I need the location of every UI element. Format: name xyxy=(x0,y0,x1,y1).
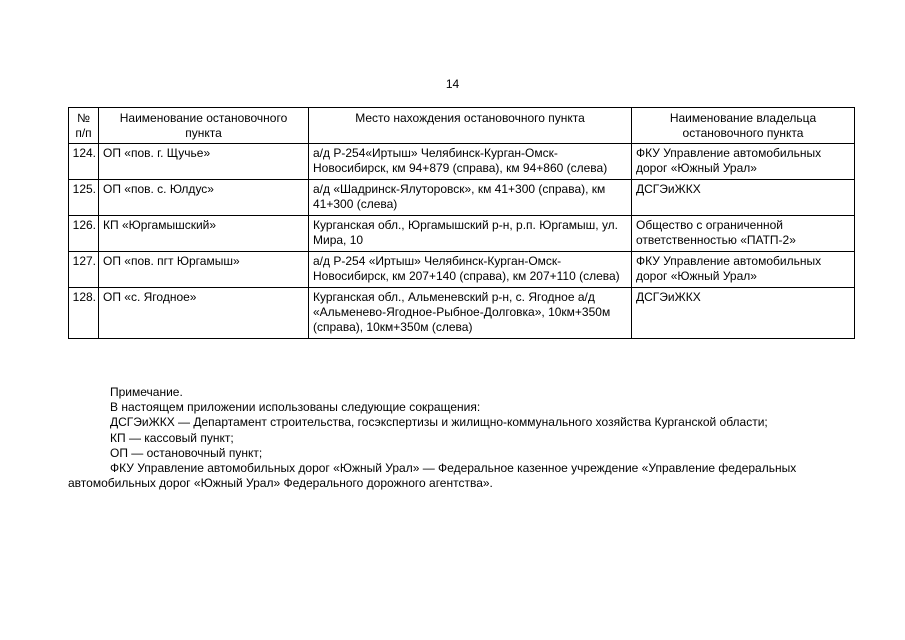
row-name: ОП «пов. пгт Юргамыш» xyxy=(99,252,309,288)
row-owner: Общество с ограниченной ответственностью «ПАТП-2» xyxy=(632,216,855,252)
row-num: 126. xyxy=(69,216,99,252)
row-owner: ФКУ Управление автомобильных дорог «Южный Урал» xyxy=(632,144,855,180)
row-num: 125. xyxy=(69,180,99,216)
table-header-row xyxy=(69,108,855,144)
header-name: Наименование остановочного пункта xyxy=(99,108,309,144)
row-num: 124. xyxy=(69,144,99,180)
row-location: Курганская обл., Юргамышский р-н, р.п. Юргамыш, ул. Мира, 10 xyxy=(309,216,632,252)
header-owner: Наименование владельца остановочного пункта xyxy=(632,108,855,144)
row-location: а/д Р-254 «Иртыш» Челябинск-Курган-Омск-Новосибирск, км 207+140 (справа), км 207+110 (слева) xyxy=(309,252,632,288)
row-name: ОП «пов. г. Щучье» xyxy=(99,144,309,180)
notes-item: ФКУ Управление автомобильных дорог «Южный Урал» — Федеральное казенное учреждение «Управление федеральных автомобильных дорог «Южный Урал» Федерального дорожного агентства». xyxy=(68,461,797,491)
table-row xyxy=(69,288,855,339)
stops-table xyxy=(68,107,855,339)
row-num: 127. xyxy=(69,252,99,288)
row-location: Курганская обл., Альменевский р-н, с. Ягодное а/д «Альменево-Ягодное-Рыбное-Долговка», 10км+350м (справа), 10км+350м (слева) xyxy=(309,288,632,339)
row-name: ОП «с. Ягодное» xyxy=(99,288,309,339)
row-location: а/д Р-254«Иртыш» Челябинск-Курган-Омск-Новосибирск, км 94+879 (справа), км 94+860 (слева) xyxy=(309,144,632,180)
page-number: 14 xyxy=(445,77,460,91)
notes-intro: В настоящем приложении использованы следующие сокращения: xyxy=(110,400,481,415)
table-row xyxy=(69,144,855,180)
table-row xyxy=(69,252,855,288)
notes-item: ОП — остановочный пункт; xyxy=(110,445,263,460)
header-num: № п/п xyxy=(69,108,99,144)
notes-section xyxy=(68,385,858,491)
row-num: 128. xyxy=(69,288,99,339)
row-name: КП «Юргамышский» xyxy=(99,216,309,252)
notes-title: Примечание. xyxy=(110,385,183,399)
table-row xyxy=(69,180,855,216)
row-owner: ФКУ Управление автомобильных дорог «Южный Урал» xyxy=(632,252,855,288)
header-location: Место нахождения остановочного пункта xyxy=(309,108,632,144)
notes-item: ДСГЭиЖКХ — Департамент строительства, госэкспертизы и жилищно-коммунального хозяйства Курганской области; xyxy=(110,415,768,430)
row-location: а/д «Шадринск-Ялуторовск», км 41+300 (справа), км 41+300 (слева) xyxy=(309,180,632,216)
row-owner: ДСГЭиЖКХ xyxy=(632,288,855,339)
table-row xyxy=(69,216,855,252)
row-name: ОП «пов. с. Юлдус» xyxy=(99,180,309,216)
notes-item: КП — кассовый пункт; xyxy=(110,430,234,445)
row-owner: ДСГЭиЖКХ xyxy=(632,180,855,216)
